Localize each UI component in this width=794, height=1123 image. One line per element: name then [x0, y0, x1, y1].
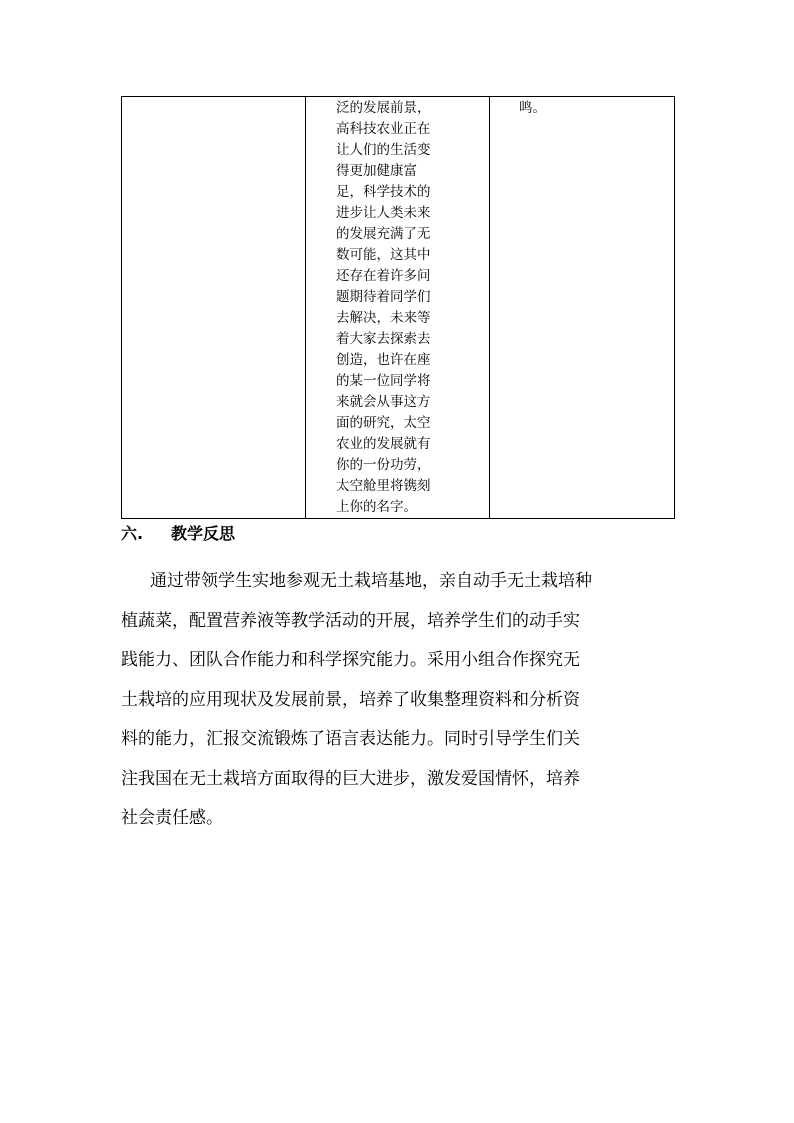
right-cell-text: 鸣。: [519, 100, 546, 116]
middle-cell-text: [306, 97, 489, 518]
middle-cell-line: 题期待着同学们: [336, 289, 431, 305]
middle-cell-line: 着大家去探索去: [336, 331, 431, 347]
paragraph-line: 土栽培的应用现状及发展前景，培养了收集整理资料和分析资: [121, 689, 580, 710]
middle-cell-line: 农业的发展就有: [336, 436, 431, 452]
reflection-paragraph: [121, 562, 641, 839]
section-title: 教学反思: [171, 524, 236, 543]
section-heading: [121, 522, 235, 546]
paragraph-line: 社会责任感。: [121, 808, 223, 828]
table-cell-middle: [306, 97, 490, 519]
paragraph-line: 料的能力，汇报交流锻炼了语言表达能力。同时引导学生们关: [121, 729, 580, 749]
middle-cell-line: 进步让人类未来: [336, 205, 431, 221]
middle-cell-line: 的发展充满了无: [336, 226, 431, 242]
middle-cell-line: 得更加健康富: [336, 163, 417, 179]
middle-cell-line: 还存在着许多问: [336, 268, 431, 284]
middle-cell-line: 数可能，这其中: [336, 247, 431, 263]
table-cell-left: [122, 97, 306, 519]
middle-cell-line: 高科技农业正在: [336, 121, 431, 137]
paragraph-line: 践能力、团队合作能力和科学探究能力。采用小组合作探究无: [121, 650, 580, 670]
lesson-table: [121, 96, 675, 519]
table-cell-right: [490, 97, 675, 519]
middle-cell-line: 来就会从事这方: [336, 394, 431, 410]
section-number: 六.: [121, 524, 144, 543]
middle-cell-line: 的某一位同学将: [336, 373, 431, 389]
middle-cell-line: 去解决，未来等: [336, 310, 431, 326]
table-row: [122, 97, 675, 519]
middle-cell-line: 泛的发展前景，: [336, 100, 431, 116]
middle-cell-line: 太空舱里将镌刻: [336, 478, 431, 494]
paragraph-line: 植蔬菜，配置营养液等教学活动的开展，培养学生们的动手实: [121, 610, 580, 631]
middle-cell-line: 足，科学技术的: [336, 184, 431, 200]
middle-cell-line: 面的研究，太空: [336, 415, 431, 431]
paragraph-line: 通过带领学生实地参观无土栽培基地，亲自动手无土栽培种: [150, 571, 592, 591]
middle-cell-line: 让人们的生活变: [336, 142, 431, 158]
paragraph-line: 注我国在无土栽培方面取得的巨大进步，激发爱国情怀，培养: [121, 768, 580, 789]
middle-cell-line: 上你的名字。: [336, 499, 417, 515]
middle-cell-line: 创造，也许在座: [336, 352, 431, 368]
middle-cell-line: 你的一份功劳，: [336, 457, 431, 473]
